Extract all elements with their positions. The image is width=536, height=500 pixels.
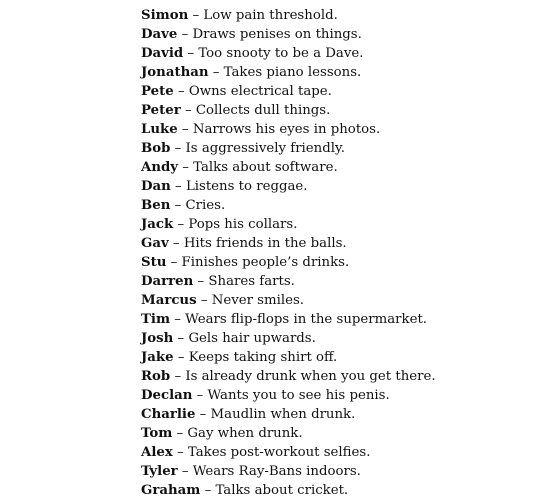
entry-name: Darren: [141, 274, 194, 289]
entry-description: Pops his collars.: [188, 217, 298, 232]
list-item: [141, 291, 436, 310]
list-item: [141, 253, 436, 272]
list-item: [141, 367, 436, 386]
entry-name: Josh: [141, 331, 174, 346]
list-item: [141, 348, 436, 367]
entry-name: Dave: [141, 27, 178, 42]
entry-name: Stu: [141, 255, 167, 270]
list-item: [141, 6, 436, 25]
entry-description: Draws penises on things.: [192, 27, 362, 42]
entry-separator: –: [168, 236, 184, 251]
entry-description: Never smiles.: [211, 293, 305, 308]
entry-description: Keeps taking shirt off.: [188, 350, 338, 365]
list-item: [141, 405, 436, 424]
entry-name: Peter: [141, 103, 181, 118]
list-item: [141, 443, 436, 462]
entry-description: Listens to reggae.: [185, 179, 308, 194]
list-item: [141, 101, 436, 120]
entry-separator: –: [173, 350, 189, 365]
entry-separator: –: [170, 179, 186, 194]
entry-name: Jonathan: [141, 65, 209, 80]
entry-separator: –: [192, 388, 208, 403]
entry-name: Declan: [141, 388, 193, 403]
entry-description: Hits friends in the balls.: [183, 236, 347, 251]
list-item: [141, 177, 436, 196]
entry-separator: –: [173, 84, 189, 99]
entry-name: Rob: [141, 369, 171, 384]
entry-description: Wears flip-flops in the supermarket.: [185, 312, 428, 327]
entry-description: Is aggressively friendly.: [185, 141, 345, 156]
entry-description: Cries.: [185, 198, 226, 213]
entry-name: Tom: [141, 426, 173, 441]
entry-description: Wants you to see his penis.: [207, 388, 390, 403]
list-item: [141, 139, 436, 158]
entry-separator: –: [173, 331, 189, 346]
list-item: [141, 44, 436, 63]
entry-name: Luke: [141, 122, 178, 137]
entry-description: Shares farts.: [208, 274, 295, 289]
entry-name: Tim: [141, 312, 171, 327]
list-item: [141, 462, 436, 481]
entry-name: David: [141, 46, 184, 61]
entry-description: Is already drunk when you get there.: [185, 369, 436, 384]
entry-separator: –: [195, 407, 211, 422]
list-item: [141, 25, 436, 44]
entry-description: Wears Ray-Bans indoors.: [192, 464, 361, 479]
entry-separator: –: [177, 27, 193, 42]
list-item: [141, 215, 436, 234]
list-item: [141, 63, 436, 82]
entry-description: Low pain threshold.: [203, 8, 338, 23]
entry-separator: –: [200, 483, 216, 498]
entry-name: Jack: [141, 217, 174, 232]
entry-description: Gels hair upwards.: [188, 331, 316, 346]
list-item: [141, 481, 436, 500]
entry-separator: –: [170, 141, 186, 156]
list-item: [141, 310, 436, 329]
list-item: [141, 234, 436, 253]
entry-separator: –: [188, 8, 204, 23]
entry-name: Jake: [141, 350, 174, 365]
list-item: [141, 82, 436, 101]
entry-separator: –: [178, 160, 194, 175]
entry-name: Dan: [141, 179, 171, 194]
name-description-list: [141, 6, 436, 500]
entry-name: Andy: [141, 160, 179, 175]
entry-description: Owns electrical tape.: [188, 84, 332, 99]
entry-separator: –: [172, 426, 188, 441]
entry-description: Maudlin when drunk.: [210, 407, 356, 422]
entry-description: Talks about software.: [193, 160, 338, 175]
entry-name: Graham: [141, 483, 201, 498]
list-item: [141, 424, 436, 443]
entry-separator: –: [183, 46, 199, 61]
entry-description: Finishes people’s drinks.: [181, 255, 350, 270]
list-item: [141, 120, 436, 139]
entry-description: Takes post-workout selfies.: [187, 445, 371, 460]
entry-separator: –: [166, 255, 182, 270]
entry-name: Alex: [141, 445, 173, 460]
entry-separator: –: [170, 198, 186, 213]
entry-separator: –: [196, 293, 212, 308]
entry-name: Charlie: [141, 407, 196, 422]
entry-name: Ben: [141, 198, 171, 213]
entry-separator: –: [173, 217, 189, 232]
entry-description: Too snooty to be a Dave.: [198, 46, 364, 61]
entry-name: Marcus: [141, 293, 197, 308]
entry-separator: –: [208, 65, 224, 80]
entry-separator: –: [170, 369, 186, 384]
entry-description: Narrows his eyes in photos.: [192, 122, 381, 137]
entry-separator: –: [177, 122, 193, 137]
entry-name: Bob: [141, 141, 171, 156]
entry-description: Talks about cricket.: [215, 483, 349, 498]
entry-name: Gav: [141, 236, 169, 251]
entry-separator: –: [170, 312, 186, 327]
entry-separator: –: [180, 103, 196, 118]
entry-separator: –: [193, 274, 209, 289]
entry-description: Collects dull things.: [195, 103, 331, 118]
list-item: [141, 329, 436, 348]
entry-separator: –: [172, 445, 188, 460]
list-item: [141, 158, 436, 177]
list-item: [141, 386, 436, 405]
entry-description: Takes piano lessons.: [223, 65, 362, 80]
entry-name: Tyler: [141, 464, 178, 479]
entry-description: Gay when drunk.: [187, 426, 303, 441]
entry-name: Simon: [141, 8, 189, 23]
list-item: [141, 272, 436, 291]
entry-name: Pete: [141, 84, 174, 99]
list-item: [141, 196, 436, 215]
entry-separator: –: [177, 464, 193, 479]
